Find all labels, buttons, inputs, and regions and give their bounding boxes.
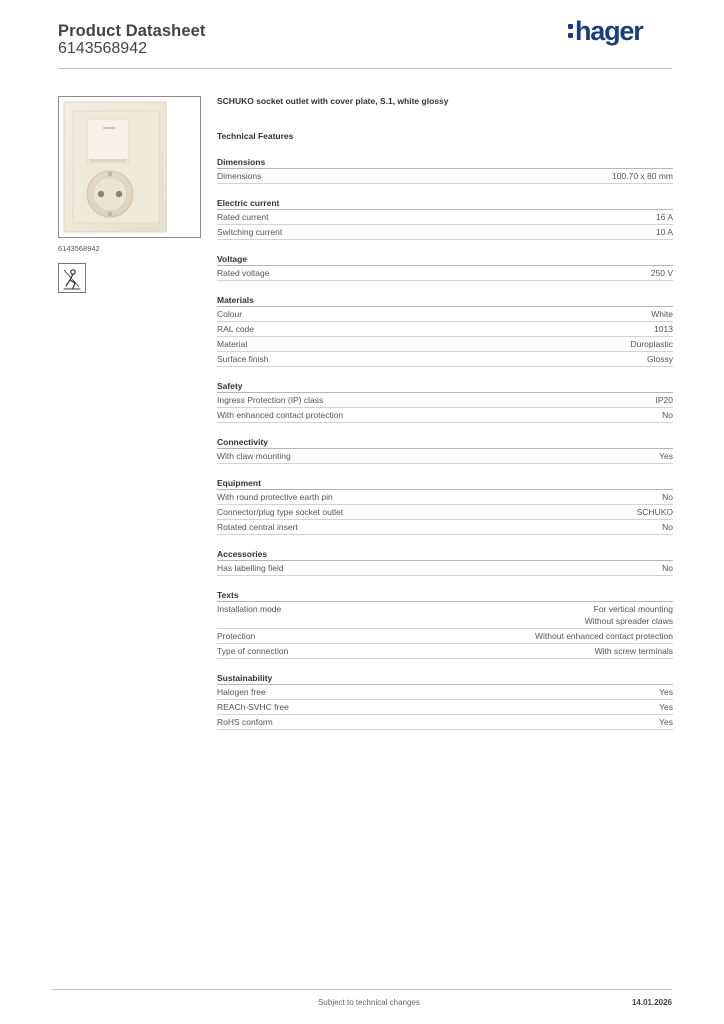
section-heading: Texts [217, 589, 673, 602]
logo-text: hager [575, 16, 643, 46]
table-row [217, 393, 673, 408]
section-texts [217, 589, 673, 659]
row-label: Material [217, 339, 248, 349]
table-row [217, 352, 673, 367]
row-value: White [651, 309, 673, 319]
footer-note: Subject to technical changes [318, 998, 420, 1007]
row-value: No [662, 522, 673, 532]
table-row [217, 644, 673, 659]
row-value: Without enhanced contact protection [535, 631, 673, 641]
row-value: With screw terminals [594, 646, 673, 656]
section-heading: Voltage [217, 253, 673, 266]
section-heading: Sustainability [217, 672, 673, 685]
row-label: With round protective earth pin [217, 492, 333, 502]
row-value: Duroplastic [630, 339, 673, 349]
row-value: For vertical mounting Without spreader claws [584, 604, 673, 626]
table-row [217, 505, 673, 520]
row-value: Yes [659, 702, 673, 712]
row-label: With enhanced contact protection [217, 410, 344, 420]
row-label: Connector/plug type socket outlet [217, 507, 344, 517]
row-label: Surface finish [217, 354, 269, 364]
section-materials [217, 294, 673, 367]
row-value: SCHUKO [636, 507, 673, 517]
row-label: Switching current [217, 227, 283, 237]
table-row [217, 337, 673, 352]
row-label: RoHS conform [217, 717, 273, 727]
table-row [217, 490, 673, 505]
row-label: Rated voltage [217, 268, 270, 278]
row-label: Has labelling field [217, 563, 284, 573]
row-value: Yes [659, 717, 673, 727]
section-heading: Accessories [217, 548, 673, 561]
section-electric-current [217, 197, 673, 240]
row-value: Yes [659, 687, 673, 697]
section-connectivity [217, 436, 673, 464]
section-heading: Connectivity [217, 436, 673, 449]
row-value: No [662, 410, 673, 420]
header-divider [58, 68, 672, 69]
row-value: 10 A [655, 227, 673, 237]
image-caption: 6143568942 [58, 244, 100, 253]
row-value: 100.70 x 80 mm [612, 171, 673, 181]
technical-features-title: Technical Features [217, 131, 294, 141]
table-row [217, 602, 673, 629]
row-label: Installation mode [217, 604, 282, 614]
section-equipment [217, 477, 673, 535]
section-heading: Safety [217, 380, 673, 393]
section-heading: Materials [217, 294, 673, 307]
row-value: Glossy [647, 354, 673, 364]
table-row [217, 700, 673, 715]
row-label: Halogen free [217, 687, 266, 697]
table-row [217, 408, 673, 423]
row-value: 1013 [654, 324, 673, 334]
row-value: 16 A [655, 212, 673, 222]
row-label: Colour [217, 309, 243, 319]
row-value: No [662, 563, 673, 573]
hager-logo [566, 13, 656, 49]
footer-date: 14.01.2026 [631, 998, 672, 1007]
table-row [217, 322, 673, 337]
row-label: Dimensions [217, 171, 262, 181]
section-safety [217, 380, 673, 423]
article-number: 6143568942 [58, 40, 147, 57]
row-label: Ingress Protection (IP) class [217, 395, 324, 405]
footer-divider [52, 989, 672, 990]
socket-outlet-illustration [59, 97, 200, 237]
row-label: Rotated central insert [217, 522, 298, 532]
table-row [217, 266, 673, 281]
table-row [217, 449, 673, 464]
table-row [217, 629, 673, 644]
table-row [217, 225, 673, 240]
row-label: Type of connection [217, 646, 289, 656]
table-row [217, 520, 673, 535]
row-label: Protection [217, 631, 256, 641]
row-label: Rated current [217, 212, 269, 222]
table-row [217, 561, 673, 576]
section-heading: Equipment [217, 477, 673, 490]
row-value: Yes [659, 451, 673, 461]
section-dimensions [217, 156, 673, 184]
section-voltage [217, 253, 673, 281]
section-sustainability [217, 672, 673, 730]
section-heading: Dimensions [217, 156, 673, 169]
product-name: SCHUKO socket outlet with cover plate, S.1, white glossy [217, 96, 449, 106]
installation-symbol-icon [58, 263, 86, 293]
row-value: IP20 [655, 395, 673, 405]
table-row [217, 715, 673, 730]
table-row [217, 307, 673, 322]
row-value: 250 V [650, 268, 673, 278]
logo-dot-top [568, 24, 573, 29]
datasheet-content [217, 95, 673, 730]
section-heading: Electric current [217, 197, 673, 210]
row-label: RAL code [217, 324, 255, 334]
table-row [217, 685, 673, 700]
logo-dot-bottom [568, 33, 573, 38]
product-image [58, 96, 201, 238]
page-title: Product Datasheet [58, 22, 206, 40]
row-label: REACh-SVHC free [217, 702, 289, 712]
table-row [217, 210, 673, 225]
feature-sections [217, 156, 673, 730]
table-row [217, 169, 673, 184]
row-label: With claw mounting [217, 451, 291, 461]
section-accessories [217, 548, 673, 576]
row-value: No [662, 492, 673, 502]
